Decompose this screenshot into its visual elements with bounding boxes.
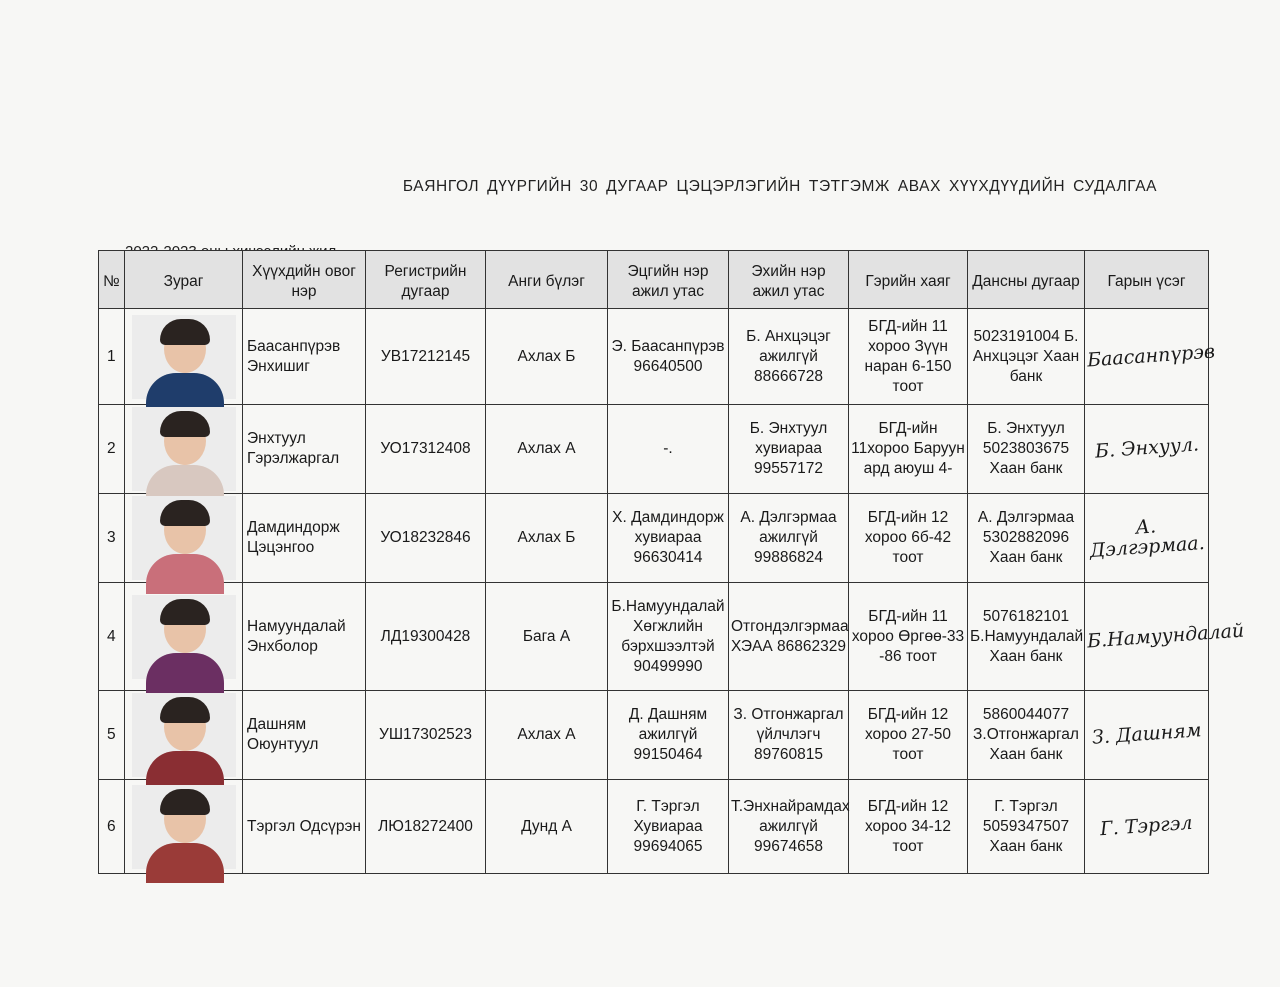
table-row [99, 309, 1209, 405]
mother-info: Б. Энхтуул хувиараа 99557172 [729, 405, 849, 494]
child-name: Дашням Оюунтуул [243, 691, 366, 780]
father-info: Х. Дамдиндорж хувиараа 96630414 [608, 494, 729, 583]
document-title: БАЯНГОЛ ДҮҮРГИЙН 30 ДУГААР ЦЭЦЭРЛЭГИЙН ТЭТГЭМЖ АВАХ ХҮҮХДҮҮДИЙН СУДАЛГАА [402, 178, 1158, 195]
father-info: Б.Намуундалай Хөгжлийн бэрхшээлтэй 90499990 [608, 583, 729, 691]
child-name: Намуундалай Энхболор [243, 583, 366, 691]
child-photo-image [132, 595, 236, 679]
mother-info: Отгондэлгэрмаа ХЭАА 86862329 [729, 583, 849, 691]
signature-text: А. Дэлгэрмаа. [1089, 515, 1206, 562]
child-photo-image [132, 496, 236, 580]
signature [1085, 405, 1209, 494]
table-row [99, 583, 1209, 691]
register-number: УО18232846 [366, 494, 486, 583]
table-row [99, 405, 1209, 494]
signature [1085, 691, 1209, 780]
child-name: Тэргэл Одсүрэн [243, 780, 366, 874]
register-number: УО17312408 [366, 405, 486, 494]
mother-info: А. Дэлгэрмаа ажилгүй 99886824 [729, 494, 849, 583]
header-row [99, 251, 1209, 309]
header-num: № [99, 251, 125, 309]
class-group: Ахлах А [486, 405, 608, 494]
child-photo [125, 691, 243, 780]
signature-text: З. Дашням [1091, 719, 1202, 749]
header-address: Гэрийн хаяг [849, 251, 968, 309]
child-photo [125, 405, 243, 494]
home-address: БГД-ийн 12 хороо 34-12 тоот [849, 780, 968, 874]
signature-text: Б. Энхуул. [1093, 433, 1200, 463]
home-address: БГД-ийн 11 хороо Өргөө-33 -86 тоот [849, 583, 968, 691]
child-name: Дамдиндорж Цэцэнгоо [243, 494, 366, 583]
father-info: Д. Дашням ажилгүй 99150464 [608, 691, 729, 780]
mother-info: Т.Энхнайрамдах ажилгүй 99674658 [729, 780, 849, 874]
bank-account: Б. Энхтуул 5023803675 Хаан банк [968, 405, 1085, 494]
signature [1085, 780, 1209, 874]
header-name: Хүүхдийн овог нэр [243, 251, 366, 309]
benefit-survey-table [98, 250, 1245, 874]
register-number: ЛД19300428 [366, 583, 486, 691]
father-info: -. [608, 405, 729, 494]
mother-info: З. Отгонжаргал үйлчлэгч 89760815 [729, 691, 849, 780]
bank-account: Г. Тэргэл 5059347507 Хаан банк [968, 780, 1085, 874]
register-number: ЛЮ18272400 [366, 780, 486, 874]
child-photo [125, 583, 243, 691]
bank-account: 5023191004 Б. Анхцэцэг Хаан банк [968, 309, 1085, 405]
class-group: Ахлах А [486, 691, 608, 780]
header-register: Регистрийн дугаар [366, 251, 486, 309]
signature-text: Г. Тэргэл [1099, 811, 1194, 840]
child-photo [125, 309, 243, 405]
child-photo [125, 494, 243, 583]
table-row [99, 691, 1209, 780]
child-photo-image [132, 785, 236, 869]
bank-account: 5076182101 Б.Намуундалай Хаан банк [968, 583, 1085, 691]
signature [1085, 309, 1216, 405]
mother-info: Б. Анхцэцэг ажилгүй 88666728 [729, 309, 849, 405]
row-number: 4 [99, 583, 125, 691]
child-photo [125, 780, 243, 874]
home-address: БГД-ийн 12 хороо 6б-42 тоот [849, 494, 968, 583]
header-mother: Эхийн нэр ажил утас [729, 251, 849, 309]
child-name: Энхтуул Гэрэлжаргал [243, 405, 366, 494]
table-row [99, 494, 1209, 583]
class-group: Бага А [486, 583, 608, 691]
register-number: УШ17302523 [366, 691, 486, 780]
header-signature: Гарын үсэг [1085, 251, 1209, 309]
row-number: 6 [99, 780, 125, 874]
header-father: Эцгийн нэр ажил утас [608, 251, 729, 309]
row-number: 1 [99, 309, 125, 405]
row-number: 2 [99, 405, 125, 494]
header-photo: Зураг [125, 251, 243, 309]
signature [1085, 494, 1209, 583]
bank-account: 5860044077 З.Отгонжаргал Хаан банк [968, 691, 1085, 780]
table-row [99, 780, 1209, 874]
father-info: Г. Тэргэл Хувиараа 99694065 [608, 780, 729, 874]
home-address: БГД-ийн 11 хороо Зүүн наран 6-150 тоот [849, 309, 968, 405]
class-group: Ахлах Б [486, 309, 608, 405]
home-address: БГД-ийн 12 хороо 27-50 тоот [849, 691, 968, 780]
signature-text: Баасанпүрэв [1086, 340, 1216, 371]
row-number: 5 [99, 691, 125, 780]
signature-text: Б.Намуундалай [1086, 619, 1245, 652]
header-account: Дансны дугаар [968, 251, 1085, 309]
row-number: 3 [99, 494, 125, 583]
header-group: Анги бүлэг [486, 251, 608, 309]
child-photo-image [132, 315, 236, 399]
father-info: Э. Баасанпүрэв 96640500 [608, 309, 729, 405]
register-number: УВ17212145 [366, 309, 486, 405]
class-group: Дунд А [486, 780, 608, 874]
bank-account: А. Дэлгэрмаа 5302882096 Хаан банк [968, 494, 1085, 583]
child-photo-image [132, 407, 236, 491]
child-photo-image [132, 693, 236, 777]
signature [1085, 583, 1245, 691]
child-name: Баасанпүрэв Энхишиг [243, 309, 366, 405]
home-address: БГД-ийн 11хороо Баруун ард аюуш 4- [849, 405, 968, 494]
class-group: Ахлах Б [486, 494, 608, 583]
